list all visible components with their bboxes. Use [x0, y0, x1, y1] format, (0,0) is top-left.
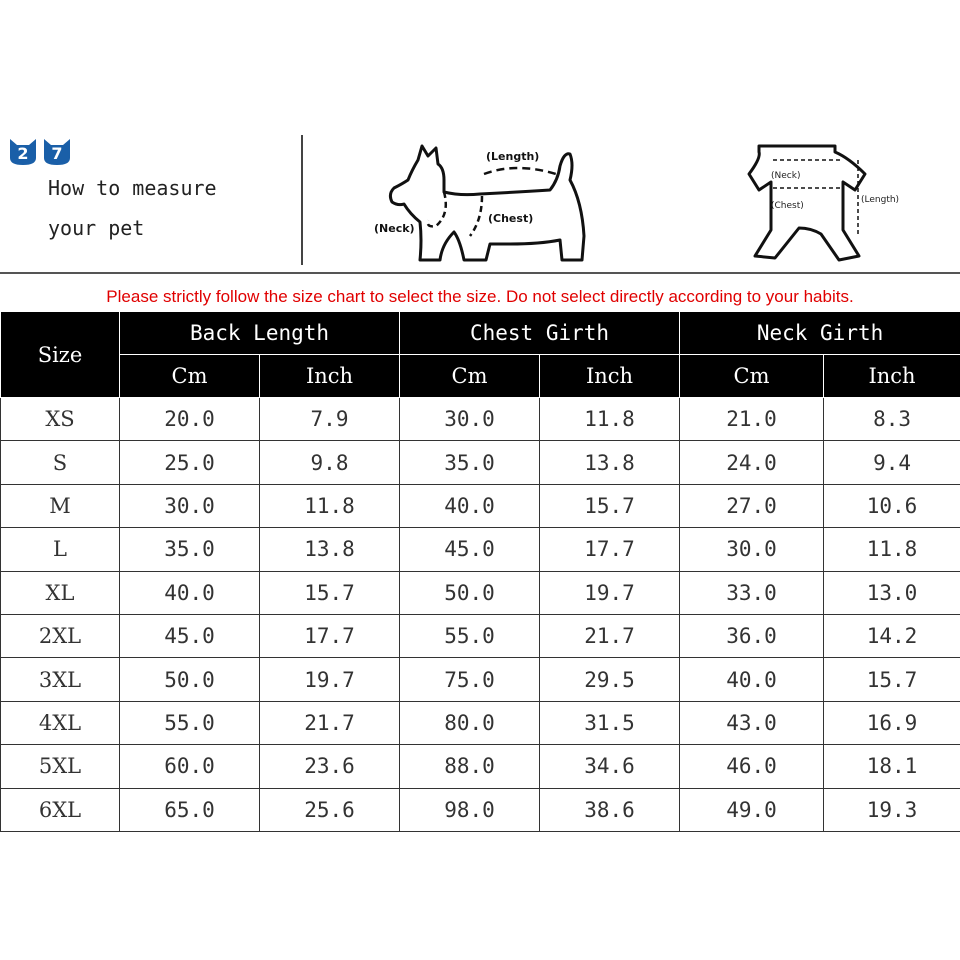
measurement-cell: 30.0	[680, 528, 824, 571]
measurement-cell: 25.6	[260, 788, 400, 831]
measurement-cell: 35.0	[120, 528, 260, 571]
size-warning: Please strictly follow the size chart to select the size. Do not select directly according to your habits.	[106, 287, 854, 306]
unit-header: Inch	[260, 355, 400, 398]
size-cell: 5XL	[1, 745, 120, 788]
measurement-cell: 40.0	[400, 484, 540, 527]
cat-icon	[42, 136, 72, 166]
measurement-cell: 33.0	[680, 571, 824, 614]
table-row	[1, 441, 960, 484]
size-cell: 2XL	[1, 614, 120, 657]
unit-header: Cm	[400, 355, 540, 398]
suit-measure-diagram	[715, 138, 925, 266]
measurement-cell: 11.8	[824, 528, 960, 571]
measurement-cell: 50.0	[120, 658, 260, 701]
measurement-cell: 13.8	[260, 528, 400, 571]
measurement-cell: 15.7	[540, 484, 680, 527]
measurement-cell: 35.0	[400, 441, 540, 484]
measurement-cell: 18.1	[824, 745, 960, 788]
table-row	[1, 571, 960, 614]
unit-header: Cm	[680, 355, 824, 398]
measurement-cell: 38.6	[540, 788, 680, 831]
logo-digit: 7	[51, 144, 63, 163]
measurement-cell: 9.8	[260, 441, 400, 484]
suit-neck-label: (Neck)	[771, 171, 801, 181]
measurement-cell: 17.7	[260, 614, 400, 657]
measurement-cell: 15.7	[824, 658, 960, 701]
measurement-cell: 46.0	[680, 745, 824, 788]
measurement-cell: 45.0	[400, 528, 540, 571]
measurement-cell: 31.5	[540, 701, 680, 744]
measurement-cell: 40.0	[120, 571, 260, 614]
size-cell: L	[1, 528, 120, 571]
dog-length-label: (Length)	[486, 150, 540, 163]
measurement-cell: 75.0	[400, 658, 540, 701]
size-cell: XS	[1, 398, 120, 441]
measurement-cell: 88.0	[400, 745, 540, 788]
brand-logo	[8, 136, 76, 166]
size-chart-table	[0, 311, 960, 832]
size-cell: 4XL	[1, 701, 120, 744]
section-divider	[0, 272, 960, 274]
table-row	[1, 528, 960, 571]
cat-icon	[8, 136, 38, 166]
measurement-cell: 49.0	[680, 788, 824, 831]
measurement-cell: 36.0	[680, 614, 824, 657]
measurement-cell: 16.9	[824, 701, 960, 744]
measurement-cell: 21.0	[680, 398, 824, 441]
measurement-cell: 21.7	[540, 614, 680, 657]
measurement-cell: 13.0	[824, 571, 960, 614]
measurement-cell: 19.3	[824, 788, 960, 831]
measurement-cell: 11.8	[260, 484, 400, 527]
measurement-cell: 17.7	[540, 528, 680, 571]
measurement-cell: 23.6	[260, 745, 400, 788]
measurement-cell: 29.5	[540, 658, 680, 701]
size-cell: S	[1, 441, 120, 484]
measurement-cell: 9.4	[824, 441, 960, 484]
group-header-neck-girth: Neck Girth	[680, 312, 960, 355]
measurement-cell: 43.0	[680, 701, 824, 744]
size-header: Size	[1, 312, 120, 398]
measurement-cell: 19.7	[260, 658, 400, 701]
measurement-cell: 50.0	[400, 571, 540, 614]
measurement-cell: 30.0	[400, 398, 540, 441]
table-row	[1, 398, 960, 441]
dog-chest-label: (Chest)	[488, 212, 534, 225]
table-row	[1, 658, 960, 701]
measurement-cell: 8.3	[824, 398, 960, 441]
suit-length-label: (Length)	[861, 195, 900, 205]
unit-header: Inch	[540, 355, 680, 398]
measurement-cell: 20.0	[120, 398, 260, 441]
unit-header: Cm	[120, 355, 260, 398]
logo-digit: 2	[17, 144, 29, 163]
table-row	[1, 788, 960, 831]
measurement-cell: 11.8	[540, 398, 680, 441]
group-header-chest-girth: Chest Girth	[400, 312, 680, 355]
size-cell: M	[1, 484, 120, 527]
size-cell: 6XL	[1, 788, 120, 831]
measurement-cell: 27.0	[680, 484, 824, 527]
instructions-line-1: How to measure	[48, 176, 217, 200]
table-row	[1, 745, 960, 788]
measurement-cell: 80.0	[400, 701, 540, 744]
measurement-cell: 55.0	[400, 614, 540, 657]
measurement-cell: 14.2	[824, 614, 960, 657]
suit-chest-label: (Chest)	[771, 201, 804, 211]
measurement-cell: 30.0	[120, 484, 260, 527]
measurement-cell: 40.0	[680, 658, 824, 701]
measurement-cell: 34.6	[540, 745, 680, 788]
table-row	[1, 701, 960, 744]
measurement-cell: 55.0	[120, 701, 260, 744]
unit-header: Inch	[824, 355, 960, 398]
measure-instructions	[48, 168, 217, 248]
size-cell: XL	[1, 571, 120, 614]
measurement-cell: 24.0	[680, 441, 824, 484]
dog-neck-label: (Neck)	[374, 222, 415, 235]
table-row	[1, 484, 960, 527]
measurement-cell: 60.0	[120, 745, 260, 788]
measurement-cell: 98.0	[400, 788, 540, 831]
measurement-cell: 19.7	[540, 571, 680, 614]
measurement-cell: 65.0	[120, 788, 260, 831]
instructions-line-2: your pet	[48, 216, 145, 240]
measurement-cell: 15.7	[260, 571, 400, 614]
dog-measure-diagram	[370, 140, 610, 268]
measurement-cell: 25.0	[120, 441, 260, 484]
measurement-cell: 45.0	[120, 614, 260, 657]
measurement-cell: 10.6	[824, 484, 960, 527]
size-cell: 3XL	[1, 658, 120, 701]
group-header-back-length: Back Length	[120, 312, 400, 355]
divider	[301, 135, 303, 265]
table-row	[1, 614, 960, 657]
measurement-cell: 21.7	[260, 701, 400, 744]
measurement-cell: 13.8	[540, 441, 680, 484]
measurement-cell: 7.9	[260, 398, 400, 441]
